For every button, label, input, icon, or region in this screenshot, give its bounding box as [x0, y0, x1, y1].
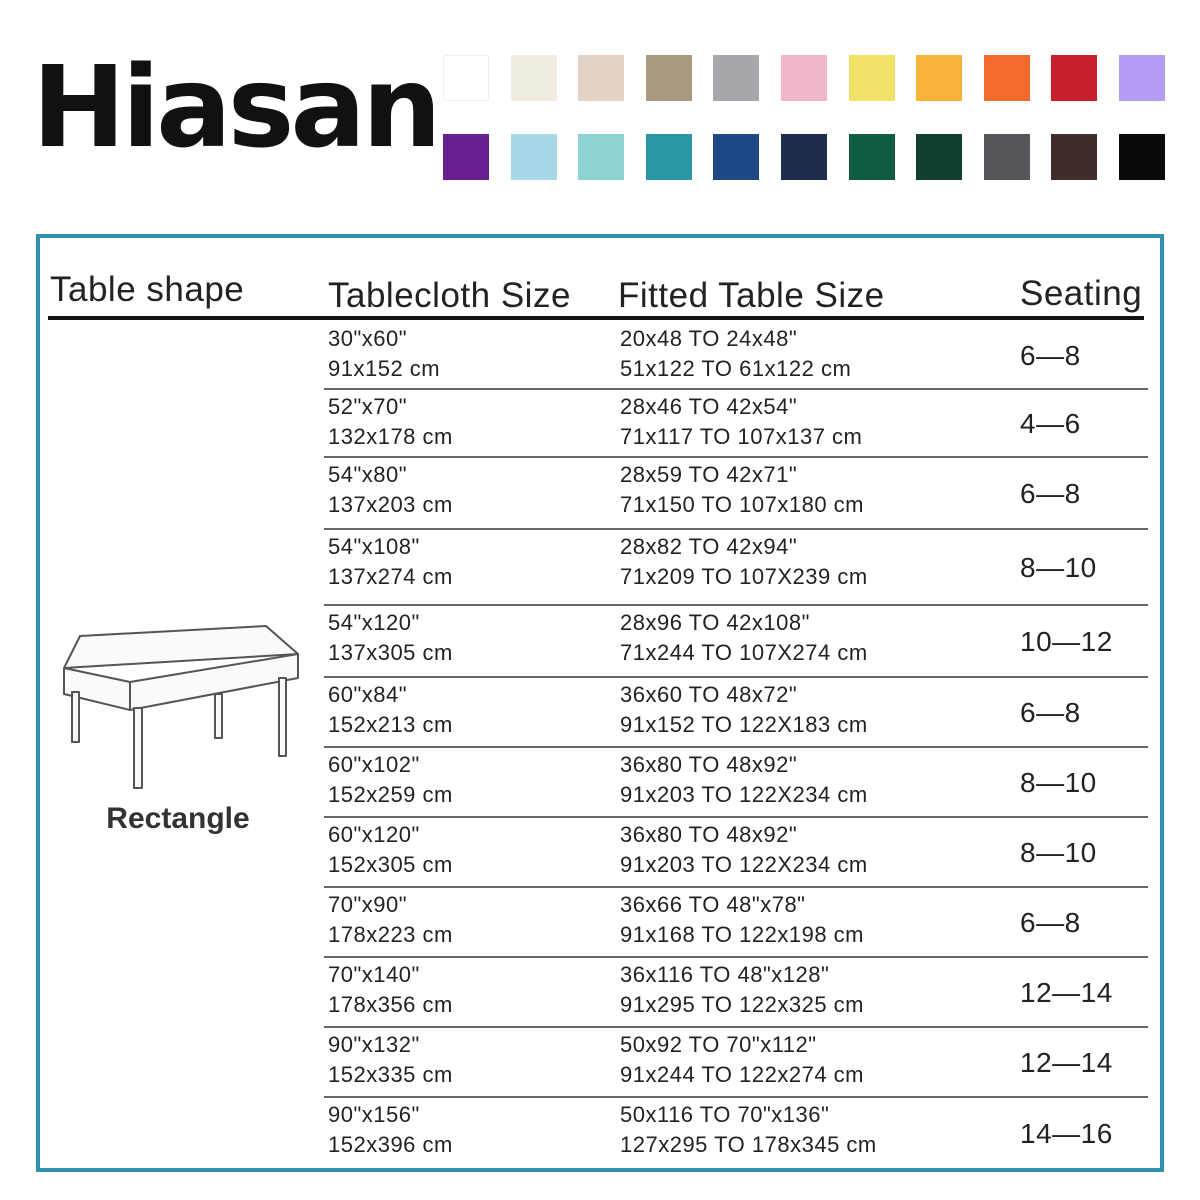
- header-divider: [48, 316, 1144, 320]
- fitted-table-size-line: 36x80 TO 48x92": [620, 752, 798, 777]
- tablecloth-size-line: 152x335 cm: [328, 1062, 453, 1087]
- seating-value: 12—14: [1020, 1047, 1113, 1078]
- color-swatch[interactable]: [916, 55, 962, 101]
- tablecloth-size-line: 178x223 cm: [328, 922, 453, 947]
- color-swatch[interactable]: [984, 55, 1030, 101]
- fitted-table-size: [620, 392, 862, 452]
- table-row: [324, 606, 1148, 678]
- color-swatch[interactable]: [1051, 134, 1097, 180]
- fitted-table-size-line: 28x46 TO 42x54": [620, 394, 798, 419]
- tablecloth-size-line: 90"x132": [328, 1032, 420, 1057]
- tablecloth-size: [328, 680, 453, 740]
- table-row: [324, 1028, 1148, 1098]
- color-swatch[interactable]: [511, 55, 557, 101]
- seating-value: 6—8: [1020, 478, 1081, 509]
- tablecloth-size-line: 52"x70": [328, 394, 408, 419]
- swatch-row: [443, 55, 1165, 103]
- tablecloth-size-line: 54"x120": [328, 610, 420, 635]
- fitted-table-size-line: 28x82 TO 42x94": [620, 534, 798, 559]
- fitted-table-size-line: 28x59 TO 42x71": [620, 462, 798, 487]
- table-row: [324, 390, 1148, 458]
- tablecloth-size-line: 132x178 cm: [328, 424, 453, 449]
- tablecloth-size: [328, 960, 453, 1020]
- fitted-table-size-line: 71x117 TO 107x137 cm: [620, 424, 863, 449]
- tablecloth-size-line: 152x305 cm: [328, 852, 453, 877]
- swatch-row: [443, 134, 1165, 182]
- color-swatch[interactable]: [781, 134, 827, 180]
- tablecloth-size-line: 152x213 cm: [328, 712, 453, 737]
- fitted-table-size: [620, 324, 851, 384]
- color-swatch[interactable]: [443, 55, 489, 101]
- tablecloth-size-line: 70"x90": [328, 892, 408, 917]
- fitted-table-size: [620, 820, 868, 880]
- size-chart-panel: [36, 234, 1164, 1172]
- color-swatch[interactable]: [1051, 55, 1097, 101]
- fitted-table-size-line: 36x116 TO 48"x128": [620, 962, 830, 987]
- seating-value: 14—16: [1020, 1118, 1113, 1149]
- fitted-table-size-line: 51x122 TO 61x122 cm: [620, 356, 852, 381]
- color-swatch[interactable]: [578, 55, 624, 101]
- seating-value: 6—8: [1020, 340, 1081, 371]
- tablecloth-size-line: 152x396 cm: [328, 1132, 453, 1157]
- fitted-table-size-line: 36x80 TO 48x92": [620, 822, 798, 847]
- color-swatch[interactable]: [849, 134, 895, 180]
- tablecloth-size-line: 178x356 cm: [328, 992, 453, 1017]
- table-row: [324, 1098, 1148, 1170]
- tablecloth-size-line: 90"x156": [328, 1102, 420, 1127]
- table-row: [324, 530, 1148, 606]
- header-table-shape: Table shape: [50, 270, 245, 309]
- color-swatch[interactable]: [443, 134, 489, 180]
- table-row: [324, 958, 1148, 1028]
- seating-value: 6—8: [1020, 697, 1081, 728]
- tablecloth-size-line: 70"x140": [328, 962, 420, 987]
- table-row: [324, 748, 1148, 818]
- fitted-table-size-line: 91x152 TO 122X183 cm: [620, 712, 868, 737]
- color-swatch[interactable]: [511, 134, 557, 180]
- seating-value: 10—12: [1020, 626, 1113, 657]
- fitted-table-size-line: 36x60 TO 48x72": [620, 682, 798, 707]
- color-swatch[interactable]: [1119, 134, 1165, 180]
- fitted-table-size-line: 91x203 TO 122X234 cm: [620, 782, 868, 807]
- fitted-table-size-line: 50x92 TO 70"x112": [620, 1032, 817, 1057]
- fitted-table-size-line: 91x244 TO 122x274 cm: [620, 1062, 865, 1087]
- tablecloth-size: [328, 460, 453, 520]
- fitted-table-size-line: 50x116 TO 70"x136": [620, 1102, 830, 1127]
- tablecloth-size: [328, 532, 453, 592]
- color-swatch[interactable]: [646, 134, 692, 180]
- seating-value: 6—8: [1020, 907, 1081, 938]
- color-swatches: [443, 55, 1165, 182]
- color-swatch[interactable]: [849, 55, 895, 101]
- rectangle-table-icon: [56, 618, 306, 798]
- fitted-table-size: [620, 750, 868, 810]
- color-swatch[interactable]: [781, 55, 827, 101]
- fitted-table-size: [620, 608, 868, 668]
- tablecloth-size-line: 137x203 cm: [328, 492, 453, 517]
- tablecloth-size-line: 60"x102": [328, 752, 420, 777]
- tablecloth-size: [328, 1100, 453, 1160]
- fitted-table-size-line: 127x295 TO 178x345 cm: [620, 1132, 877, 1157]
- fitted-table-size: [620, 1100, 877, 1160]
- header-seating: Seating: [1020, 274, 1143, 313]
- header-fitted-table-size: Fitted Table Size: [618, 276, 885, 315]
- color-swatch[interactable]: [713, 55, 759, 101]
- fitted-table-size: [620, 960, 864, 1020]
- fitted-table-size-line: 28x96 TO 42x108": [620, 610, 810, 635]
- table-shape-cell: [48, 328, 312, 1164]
- fitted-table-size-line: 36x66 TO 48"x78": [620, 892, 806, 917]
- fitted-table-size-line: 71x244 TO 107X274 cm: [620, 640, 868, 665]
- seating-value: 8—10: [1020, 767, 1097, 798]
- seating-value: 8—10: [1020, 837, 1097, 868]
- fitted-table-size: [620, 890, 864, 950]
- brand-logo: Hiasan: [32, 43, 438, 173]
- fitted-table-size: [620, 1030, 864, 1090]
- tablecloth-size: [328, 820, 453, 880]
- color-swatch[interactable]: [578, 134, 624, 180]
- tablecloth-size: [328, 750, 453, 810]
- table-row: [324, 888, 1148, 958]
- color-swatch[interactable]: [1119, 55, 1165, 101]
- table-row: [324, 818, 1148, 888]
- color-swatch[interactable]: [916, 134, 962, 180]
- shape-label: Rectangle: [106, 802, 250, 835]
- tablecloth-size: [328, 890, 453, 950]
- tablecloth-size-line: 137x274 cm: [328, 564, 453, 589]
- size-rows: [324, 322, 1148, 1170]
- tablecloth-size: [328, 392, 453, 452]
- tablecloth-size: [328, 1030, 453, 1090]
- table-row: [324, 322, 1148, 390]
- header-tablecloth-size: Tablecloth Size: [328, 276, 571, 315]
- fitted-table-size-line: 91x295 TO 122x325 cm: [620, 992, 865, 1017]
- tablecloth-size-line: 54"x80": [328, 462, 408, 487]
- fitted-table-size: [620, 460, 864, 520]
- fitted-table-size-line: 20x48 TO 24x48": [620, 326, 798, 351]
- seating-value: 4—6: [1020, 408, 1081, 439]
- table-row: [324, 678, 1148, 748]
- fitted-table-size-line: 71x209 TO 107X239 cm: [620, 564, 868, 589]
- fitted-table-size: [620, 532, 868, 592]
- tablecloth-size-line: 137x305 cm: [328, 640, 453, 665]
- table-row: [324, 458, 1148, 530]
- fitted-table-size-line: 91x168 TO 122x198 cm: [620, 922, 865, 947]
- fitted-table-size-line: 71x150 TO 107x180 cm: [620, 492, 865, 517]
- tablecloth-size-line: 91x152 cm: [328, 356, 441, 381]
- tablecloth-size-line: 30"x60": [328, 326, 408, 351]
- tablecloth-size-line: 54"x108": [328, 534, 420, 559]
- tablecloth-size-line: 152x259 cm: [328, 782, 453, 807]
- tablecloth-size: [328, 324, 440, 384]
- color-swatch[interactable]: [984, 134, 1030, 180]
- tablecloth-size-line: 60"x120": [328, 822, 420, 847]
- tablecloth-size-line: 60"x84": [328, 682, 408, 707]
- tablecloth-size: [328, 608, 453, 668]
- color-swatch[interactable]: [646, 55, 692, 101]
- fitted-table-size: [620, 680, 868, 740]
- seating-value: 12—14: [1020, 977, 1113, 1008]
- seating-value: 8—10: [1020, 552, 1097, 583]
- color-swatch[interactable]: [713, 134, 759, 180]
- fitted-table-size-line: 91x203 TO 122X234 cm: [620, 852, 868, 877]
